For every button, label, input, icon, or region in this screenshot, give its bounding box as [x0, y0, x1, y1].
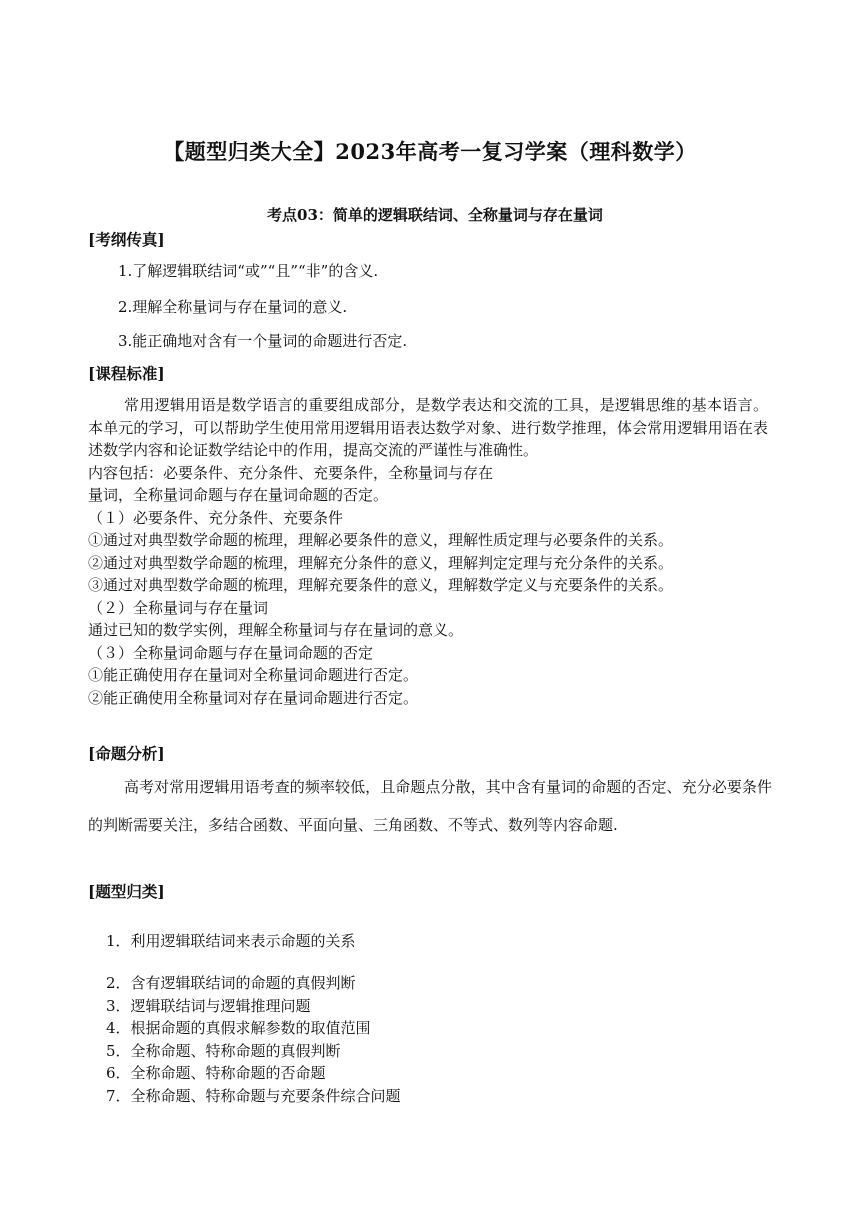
tixing-item: 5．全称命题、特称命题的真假判断	[106, 1041, 341, 1060]
tixing-item: 3．逻辑联结词与逻辑推理问题	[106, 996, 311, 1015]
kecheng-line: 量词，全称量词命题与存在量词命题的否定。	[88, 486, 389, 504]
kecheng-line: ①通过对典型数学命题的梳理，理解必要条件的意义，理解性质定理与必要条件的关系。	[88, 531, 674, 549]
kecheng-intro: 常用逻辑用语是数学语言的重要组成部分，是数学表达和交流的工具，是逻辑思维的基本语言。本单元的学习，可以帮助学生使用常用逻辑用语表达数学对象、进行数学推理，体会常用逻辑用语在表述数学内容和论证数学结论中的作用，提高交流的严谨性与准确性。	[88, 396, 768, 459]
kecheng-line: 通过已知的数学实例，理解全称量词与存在量词的意义。	[88, 621, 464, 639]
kecheng-line: （３）全称量词命题与存在量词命题的否定	[88, 643, 374, 662]
tixing-item-1: 1．利用逻辑联结词来表示命题的关系	[106, 932, 356, 950]
mingti-body: 高考对常用逻辑用语考查的频率较低，且命题点分散，其中含有量词的命题的否定、充分必要条件的判断需要关注，多结合函数、平面向量、三角函数、不等式、数列等内容命题.	[88, 778, 772, 834]
tixing-item: 7．全称命题、特称命题与充要条件综合问题	[106, 1086, 401, 1105]
kecheng-body	[88, 394, 768, 709]
kecheng-line: 内容包括：必要条件、充分条件、充要条件，全称量词与存在	[88, 463, 494, 482]
heading-kecheng: [课程标准]	[88, 364, 165, 383]
document-subtitle: 考点03：简单的逻辑联结词、全称量词与存在量词	[267, 206, 603, 224]
kaogang-item-3: 3.能正确地对含有一个量词的命题进行否定.	[118, 332, 408, 350]
kaogang-item-2: 2.理解全称量词与存在量词的意义.	[118, 298, 348, 316]
kecheng-line: ②能正确使用全称量词对存在量词命题进行否定。	[88, 688, 419, 707]
heading-mingti: [命题分析]	[88, 744, 165, 763]
tixing-item: 4．根据命题的真假求解参数的取值范围	[106, 1019, 371, 1037]
tixing-item: 6．全称命题、特称命题的否命题	[106, 1064, 326, 1082]
kecheng-line: （１）必要条件、充分条件、充要条件	[88, 508, 344, 527]
kecheng-line: ③通过对典型数学命题的梳理，理解充要条件的意义，理解数学定义与充要条件的关系。	[88, 576, 674, 594]
heading-kaogang: [考纲传真]	[88, 230, 165, 249]
kecheng-line: ②通过对典型数学命题的梳理，理解充分条件的意义，理解判定定理与充分条件的关系。	[88, 553, 674, 572]
kaogang-item-1: 1.了解逻辑联结词“或”“且”“非”的含义.	[118, 262, 379, 280]
document-title: 【题型归类大全】2023年高考一复习学案（理科数学）	[163, 139, 697, 164]
tixing-list	[106, 972, 401, 1107]
tixing-item: 2．含有逻辑联结词的命题的真假判断	[106, 974, 356, 992]
kecheng-line: （２）全称量词与存在量词	[88, 598, 269, 617]
kecheng-line: ①能正确使用存在量词对全称量词命题进行否定。	[88, 666, 419, 684]
heading-tixing: [题型归类]	[88, 882, 165, 901]
